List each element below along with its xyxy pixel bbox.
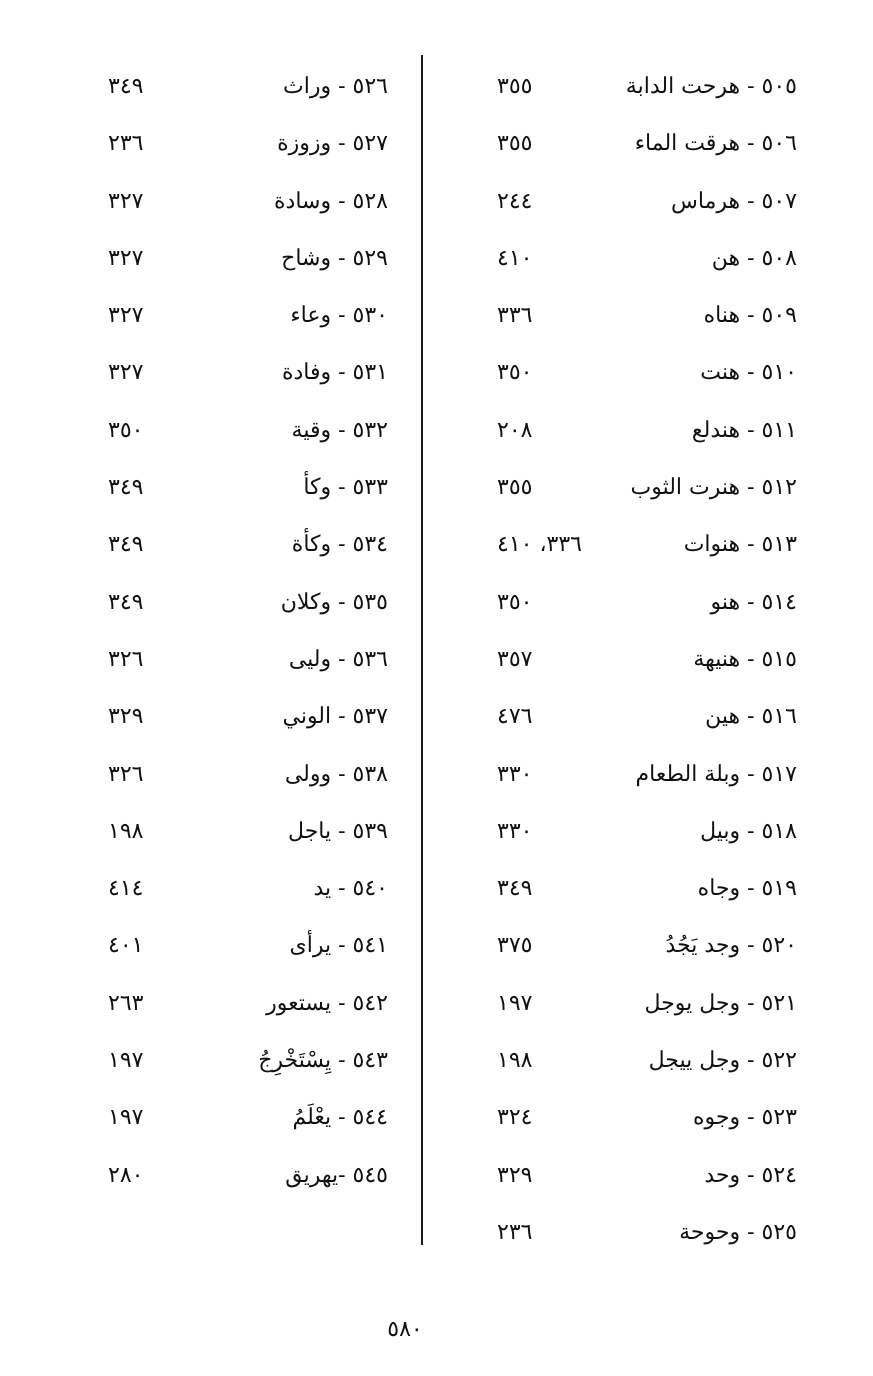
entry-term: ٥٢٢ - وجل ييجل bbox=[648, 1048, 797, 1074]
entry-term: ٥٢٩ - وشاح bbox=[281, 245, 388, 271]
entry-term: ٥٠٧ - هرماس bbox=[671, 188, 797, 214]
entry-page-ref: ٣٢٧ bbox=[108, 188, 144, 214]
index-entry bbox=[108, 688, 388, 745]
entry-page-ref: ٤١٠ bbox=[497, 245, 533, 271]
entry-term: ٥٣٤ - وكأة bbox=[291, 532, 388, 558]
entry-term: ٥٤٢ - يستعور bbox=[266, 990, 388, 1016]
index-entry bbox=[108, 344, 388, 401]
index-entry bbox=[497, 516, 797, 573]
entry-page-ref: ٣٥٧ bbox=[497, 646, 533, 672]
index-entry bbox=[497, 803, 797, 860]
entry-page-ref: ٣٢٦ bbox=[108, 646, 144, 672]
entry-term: ٥٤٠ - يد bbox=[313, 876, 388, 902]
index-entry bbox=[108, 1089, 388, 1146]
index-entry bbox=[497, 746, 797, 803]
entry-term: ٥٤٤ - يعْلَمُ bbox=[292, 1105, 388, 1131]
entry-term: ٥٢٤ - وحد bbox=[704, 1162, 797, 1188]
entry-page-ref: ٢٤٤ bbox=[497, 188, 533, 214]
entry-term: ٥٠٨ - هن bbox=[711, 245, 797, 271]
entry-page-ref: ٣٥٥ bbox=[497, 475, 533, 501]
index-entry bbox=[497, 173, 797, 230]
entry-page-ref: ٤٠١ bbox=[108, 933, 144, 959]
entry-term: ٥٣٩ - ياجل bbox=[288, 818, 388, 844]
entry-page-ref: ٢٨٠ bbox=[108, 1162, 144, 1188]
entry-term: ٥١٢ - هنرت الثوب bbox=[630, 475, 797, 501]
page-number: ٥٨٠ bbox=[387, 1317, 423, 1342]
entry-page-ref: ١٩٧ bbox=[497, 990, 533, 1016]
entry-page-ref: ٣٢٦ bbox=[108, 761, 144, 787]
column-divider bbox=[421, 55, 423, 1245]
index-entry bbox=[108, 975, 388, 1032]
entry-term: ٥٤١ - يرأى bbox=[289, 933, 388, 959]
entry-term: ٥٠٩ - هناه bbox=[703, 303, 797, 329]
entry-term: ٥٣٣ - وكأ bbox=[303, 475, 388, 501]
entry-term: ٥٢٠ - وجد يَجُدُ bbox=[665, 933, 797, 959]
entry-term: ٥١٠ - هنت bbox=[700, 360, 797, 386]
entry-page-ref: ٢٠٨ bbox=[497, 417, 533, 443]
entry-page-ref: ٣٥٠ bbox=[497, 360, 533, 386]
entry-page-ref: ٣٣٦، ٤١٠ bbox=[497, 532, 582, 558]
index-entry bbox=[108, 860, 388, 917]
index-column-left bbox=[108, 58, 388, 1204]
entry-page-ref: ٣٤٩ bbox=[108, 475, 144, 501]
index-entry bbox=[108, 574, 388, 631]
entry-term: ٥٢٨ - وسادة bbox=[274, 188, 388, 214]
entry-term: ٥٢٣ - وجوه bbox=[693, 1105, 797, 1131]
entry-term: ٥١٣ - هنوات bbox=[683, 532, 797, 558]
index-entry bbox=[497, 115, 797, 172]
entry-page-ref: ١٩٧ bbox=[108, 1048, 144, 1074]
entry-page-ref: ٣٤٩ bbox=[108, 589, 144, 615]
entry-term: ٥٠٦ - هرقت الماء bbox=[634, 131, 797, 157]
index-entry bbox=[108, 402, 388, 459]
index-entry bbox=[108, 917, 388, 974]
entry-term: ٥٢١ - وجل يوجل bbox=[644, 990, 797, 1016]
entry-term: ٥٢٧ - وزوزة bbox=[277, 131, 388, 157]
entry-term: ٥٣١ - وفادة bbox=[281, 360, 388, 386]
entry-term: ٥٢٦ - وراث bbox=[283, 74, 388, 99]
entry-term: ٥٠٥ - هرحت الدابة bbox=[625, 74, 797, 99]
index-entry bbox=[108, 803, 388, 860]
entry-term: ٥٣٥ - وكلان bbox=[280, 589, 388, 615]
index-entry bbox=[497, 230, 797, 287]
entry-term: ٥١٥ - هنيهة bbox=[693, 646, 797, 672]
entry-page-ref: ١٩٨ bbox=[497, 1048, 533, 1074]
index-entry bbox=[108, 516, 388, 573]
index-entry bbox=[108, 631, 388, 688]
entry-term: ٥١٩ - وجاه bbox=[697, 876, 797, 902]
index-entry bbox=[497, 631, 797, 688]
entry-page-ref: ٣٤٩ bbox=[108, 532, 144, 558]
entry-page-ref: ٣٢٧ bbox=[108, 245, 144, 271]
entry-page-ref: ٣٤٩ bbox=[497, 876, 533, 902]
entry-term: ٥١٧ - وبلة الطعام bbox=[635, 761, 797, 787]
entry-page-ref: ٣٢٩ bbox=[497, 1162, 533, 1188]
entry-term: ٥١٤ - هنو bbox=[710, 589, 797, 615]
index-entry bbox=[497, 459, 797, 516]
entry-term: ٥٤٥ -يهريق bbox=[285, 1162, 388, 1188]
index-entry bbox=[497, 917, 797, 974]
entry-term: ٥١٨ - وبيل bbox=[700, 818, 797, 844]
entry-page-ref: ٣٧٥ bbox=[497, 933, 533, 959]
entry-page-ref: ٣٢٧ bbox=[108, 303, 144, 329]
entry-term: ٥٢٥ - وحوحة bbox=[679, 1219, 797, 1245]
index-entry bbox=[497, 975, 797, 1032]
entry-page-ref: ٣٥٥ bbox=[497, 131, 533, 157]
index-entry bbox=[497, 402, 797, 459]
index-entry bbox=[108, 746, 388, 803]
entry-term: ٥٣٨ - وولى bbox=[284, 761, 388, 787]
entry-term: ٥٣٠ - وعاء bbox=[290, 303, 388, 329]
entry-page-ref: ٤٧٦ bbox=[497, 704, 533, 730]
index-entry bbox=[108, 459, 388, 516]
entry-page-ref: ٣٣٦ bbox=[497, 303, 533, 329]
index-entry bbox=[108, 115, 388, 172]
entry-page-ref: ٣٥٥ bbox=[497, 74, 533, 99]
index-entry bbox=[108, 58, 388, 115]
entry-term: ٥٣٧ - الوني bbox=[282, 704, 388, 730]
index-entry bbox=[497, 287, 797, 344]
entry-page-ref: ٣٥٠ bbox=[108, 417, 144, 443]
index-entry bbox=[497, 860, 797, 917]
index-entry bbox=[497, 58, 797, 115]
entry-page-ref: ٢٣٦ bbox=[108, 131, 144, 157]
index-entry bbox=[497, 1032, 797, 1089]
entry-page-ref: ٢٦٣ bbox=[108, 990, 144, 1016]
entry-page-ref: ٣٤٩ bbox=[108, 74, 144, 99]
entry-page-ref: ١٩٧ bbox=[108, 1105, 144, 1131]
index-entry bbox=[497, 574, 797, 631]
entry-page-ref: ٣٢٤ bbox=[497, 1105, 533, 1131]
entry-term: ٥٣٢ - وقية bbox=[291, 417, 388, 443]
index-entry bbox=[497, 344, 797, 401]
entry-term: ٥١٦ - هين bbox=[705, 704, 797, 730]
entry-page-ref: ٣٣٠ bbox=[497, 761, 533, 787]
entry-term: ٥٤٣ - يِسْتَخْرِجُ bbox=[258, 1048, 388, 1074]
entry-page-ref: ٣٢٩ bbox=[108, 704, 144, 730]
index-entry bbox=[108, 173, 388, 230]
entry-page-ref: ٣٢٧ bbox=[108, 360, 144, 386]
entry-page-ref: ٣٥٠ bbox=[497, 589, 533, 615]
entry-term: ٥١١ - هندلع bbox=[691, 417, 797, 443]
index-entry bbox=[108, 1147, 388, 1204]
entry-page-ref: ٤١٤ bbox=[108, 876, 144, 902]
entry-term: ٥٣٦ - وليى bbox=[288, 646, 388, 672]
index-column-right bbox=[497, 58, 797, 1261]
index-entry bbox=[108, 230, 388, 287]
entry-page-ref: ٢٣٦ bbox=[497, 1219, 533, 1245]
index-entry bbox=[497, 1147, 797, 1204]
index-entry bbox=[497, 1204, 797, 1261]
index-entry bbox=[497, 688, 797, 745]
index-entry bbox=[108, 287, 388, 344]
index-entry bbox=[497, 1089, 797, 1146]
entry-page-ref: ١٩٨ bbox=[108, 818, 144, 844]
entry-page-ref: ٣٣٠ bbox=[497, 818, 533, 844]
index-entry bbox=[108, 1032, 388, 1089]
